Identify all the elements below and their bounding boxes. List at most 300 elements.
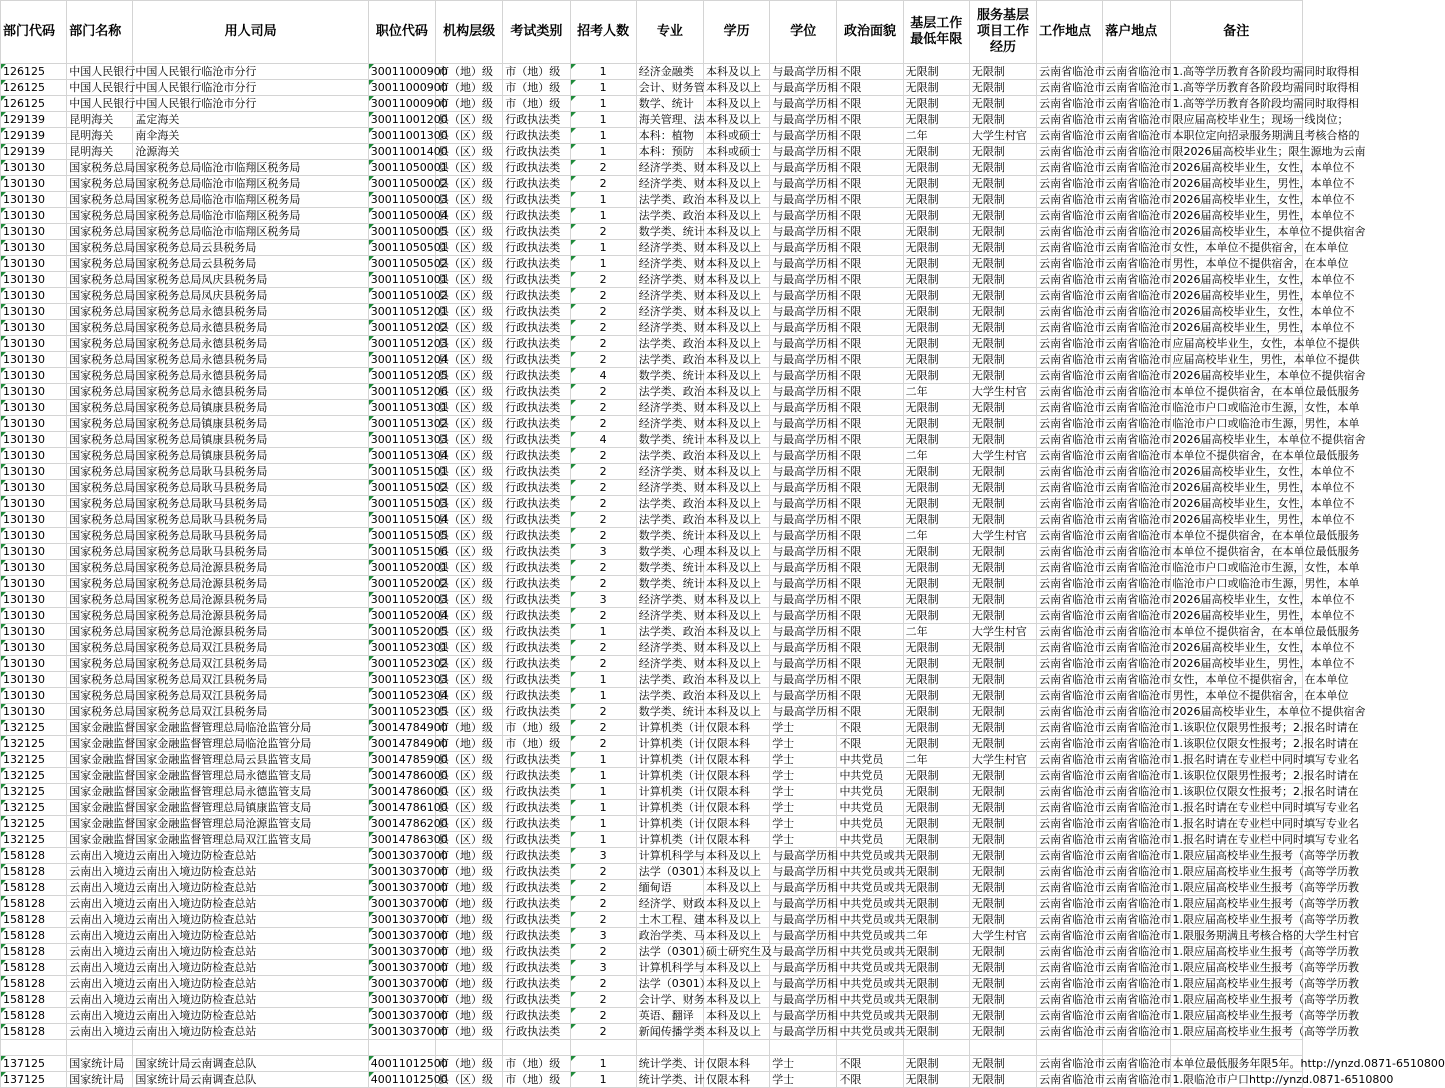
table-cell[interactable]: 与最高学历相 (770, 304, 837, 320)
table-cell[interactable]: 国家税务总局沧源县税务局 (133, 592, 368, 608)
table-cell[interactable]: 县（区）级 (436, 496, 503, 512)
empty-cell[interactable] (837, 1040, 903, 1056)
table-cell[interactable]: 县（区）级 (436, 448, 503, 464)
table-cell[interactable]: 国家税务总局 (67, 512, 133, 528)
table-cell[interactable]: 云南省临沧市 (1103, 720, 1170, 736)
table-cell[interactable]: 不限 (837, 80, 903, 96)
table-cell[interactable]: 130130 (1, 464, 67, 480)
table-cell[interactable]: 国家税务总局耿马县税务局 (133, 528, 368, 544)
table-cell[interactable]: 计算机科学与 (636, 960, 703, 976)
table-cell[interactable]: 不限 (837, 96, 903, 112)
table-cell[interactable]: 仅限本科 (703, 832, 769, 848)
table-cell[interactable]: 本科及以上 (703, 448, 769, 464)
table-cell[interactable]: 国家税务总局 (67, 320, 133, 336)
table-cell[interactable]: 行政执法类 (503, 656, 570, 672)
table-cell[interactable]: 2 (570, 976, 636, 992)
table-cell[interactable]: 无限制 (903, 800, 969, 816)
table-cell[interactable]: 数学类、统计 (636, 432, 703, 448)
table-cell[interactable]: 云南省临沧市 (1103, 560, 1170, 576)
table-cell[interactable]: 国家税务总局耿马县税务局 (133, 512, 368, 528)
table-cell[interactable]: 行政执法类 (503, 512, 570, 528)
table-cell[interactable]: 130130 (1, 176, 67, 192)
table-cell[interactable]: 不限 (837, 144, 903, 160)
table-cell[interactable]: 30014786000 (368, 768, 435, 784)
table-cell[interactable]: 中共党员或共 (837, 992, 903, 1008)
table-cell[interactable]: 国家税务总局 (67, 160, 133, 176)
table-cell[interactable]: 与最高学历相 (770, 656, 837, 672)
table-cell[interactable]: 市（地）级 (503, 1072, 570, 1088)
table-cell[interactable]: 土木工程、建 (636, 912, 703, 928)
table-cell[interactable]: 本科及以上 (703, 576, 769, 592)
table-cell[interactable]: 不限 (837, 192, 903, 208)
table-cell[interactable]: 市（地）级 (503, 1056, 570, 1072)
table-cell[interactable]: 云南省临沧市 (1037, 80, 1103, 96)
table-cell[interactable]: 与最高学历相 (770, 400, 837, 416)
table-cell[interactable]: 经济学类、财 (636, 400, 703, 416)
table-cell[interactable]: 云南省临沧市 (1037, 640, 1103, 656)
table-cell[interactable]: 与最高学历相 (770, 592, 837, 608)
table-cell[interactable]: 云南省临沧市 (1103, 96, 1170, 112)
table-cell[interactable]: 无限制 (969, 304, 1036, 320)
table-cell[interactable]: 经济学类、财 (636, 656, 703, 672)
table-cell[interactable]: 130130 (1, 400, 67, 416)
table-cell[interactable]: 本科及以上 (703, 976, 769, 992)
table-cell[interactable]: 无限制 (903, 640, 969, 656)
table-cell[interactable]: 30011051205 (368, 368, 435, 384)
table-cell[interactable]: 行政执法类 (503, 448, 570, 464)
table-cell[interactable]: 仅限本科 (703, 800, 769, 816)
table-cell[interactable]: 1.报名时请在专业栏中同时填写专业名 (1170, 832, 1302, 848)
table-cell[interactable]: 行政执法类 (503, 896, 570, 912)
table-cell[interactable]: 129139 (1, 144, 67, 160)
table-cell[interactable]: 30011051304 (368, 448, 435, 464)
table-cell[interactable]: 数学类、心理 (636, 544, 703, 560)
table-cell[interactable]: 无限制 (969, 336, 1036, 352)
table-cell[interactable]: 云南省临沧市 (1103, 304, 1170, 320)
table-cell[interactable]: 计算机类（计 (636, 720, 703, 736)
table-cell[interactable]: 2 (570, 288, 636, 304)
table-cell[interactable]: 不限 (837, 448, 903, 464)
column-header[interactable]: 机构层级 (436, 1, 503, 64)
table-cell[interactable]: 云南省临沧市 (1037, 720, 1103, 736)
table-cell[interactable]: 行政执法类 (503, 416, 570, 432)
table-cell[interactable]: 无限制 (903, 784, 969, 800)
table-cell[interactable]: 女性，本单位不提供宿舍，在本单位 (1170, 240, 1302, 256)
table-cell[interactable]: 云南省临沧市 (1103, 496, 1170, 512)
table-cell[interactable]: 县（区）级 (436, 384, 503, 400)
table-cell[interactable]: 本科及以上 (703, 368, 769, 384)
table-cell[interactable]: 国家税务总局 (67, 544, 133, 560)
table-cell[interactable]: 3 (570, 960, 636, 976)
table-cell[interactable]: 2026届高校毕业生，本单位不提供宿舍 (1170, 432, 1302, 448)
table-cell[interactable]: 中共党员或共 (837, 928, 903, 944)
table-cell[interactable]: 无限制 (903, 80, 969, 96)
table-cell[interactable]: 无限制 (903, 1024, 969, 1040)
table-cell[interactable]: 学士 (770, 752, 837, 768)
table-cell[interactable]: 132125 (1, 768, 67, 784)
table-cell[interactable]: 国家金融监督管理总局临沧监管分局 (133, 720, 368, 736)
table-cell[interactable]: 行政执法类 (503, 816, 570, 832)
table-cell[interactable]: 3 (570, 928, 636, 944)
table-cell[interactable]: 云南省临沧市 (1037, 624, 1103, 640)
table-cell[interactable]: 本科及以上 (703, 560, 769, 576)
table-cell[interactable]: 不限 (837, 352, 903, 368)
table-cell[interactable]: 国家税务总局永德县税务局 (133, 336, 368, 352)
table-cell[interactable]: 市（地）级 (436, 1056, 503, 1072)
table-cell[interactable]: 云南省临沧市 (1037, 272, 1103, 288)
table-cell[interactable]: 无限制 (969, 672, 1036, 688)
table-cell[interactable]: 2026届高校毕业生，女性，本单位不 (1170, 272, 1302, 288)
table-cell[interactable]: 无限制 (903, 960, 969, 976)
table-cell[interactable]: 本科及以上 (703, 592, 769, 608)
table-cell[interactable]: 云南省临沧市 (1103, 64, 1170, 80)
table-cell[interactable]: 行政执法类 (503, 496, 570, 512)
table-cell[interactable]: 昆明海关 (67, 128, 133, 144)
table-cell[interactable]: 130130 (1, 288, 67, 304)
column-header[interactable]: 职位代码 (368, 1, 435, 64)
table-cell[interactable]: 云南省临沧市 (1103, 752, 1170, 768)
table-cell[interactable]: 国家税务总局 (67, 576, 133, 592)
table-cell[interactable]: 行政执法类 (503, 400, 570, 416)
table-cell[interactable]: 国家税务总局永德县税务局 (133, 384, 368, 400)
table-cell[interactable]: 云南出入境边 (67, 992, 133, 1008)
table-cell[interactable]: 本科及以上 (703, 496, 769, 512)
table-cell[interactable]: 云南省临沧市 (1037, 672, 1103, 688)
table-cell[interactable]: 本科及以上 (703, 192, 769, 208)
table-cell[interactable]: 行政执法类 (503, 112, 570, 128)
table-cell[interactable]: 2 (570, 160, 636, 176)
table-cell[interactable]: 县（区）级 (436, 160, 503, 176)
table-cell[interactable]: 市（地）级 (436, 880, 503, 896)
table-cell[interactable]: 无限制 (969, 608, 1036, 624)
table-cell[interactable]: 2026届高校毕业生，男性，本单位不 (1170, 288, 1302, 304)
table-cell[interactable]: 无限制 (969, 160, 1036, 176)
table-cell[interactable]: 158128 (1, 992, 67, 1008)
table-cell[interactable]: 2 (570, 640, 636, 656)
table-cell[interactable]: 沧源海关 (133, 144, 368, 160)
table-cell[interactable]: 学士 (770, 784, 837, 800)
table-cell[interactable]: 132125 (1, 720, 67, 736)
table-cell[interactable]: 经济学类、财 (636, 240, 703, 256)
table-cell[interactable]: 2 (570, 944, 636, 960)
table-cell[interactable]: 1 (570, 80, 636, 96)
table-cell[interactable]: 行政执法类 (503, 944, 570, 960)
table-cell[interactable]: 30011000900 (368, 96, 435, 112)
table-cell[interactable]: 130130 (1, 672, 67, 688)
table-cell[interactable]: 仅限本科 (703, 768, 769, 784)
table-cell[interactable]: 市（地）级 (436, 960, 503, 976)
table-cell[interactable]: 与最高学历相 (770, 352, 837, 368)
table-cell[interactable]: 市（地）级 (436, 1024, 503, 1040)
table-cell[interactable]: 2 (570, 320, 636, 336)
table-cell[interactable]: 行政执法类 (503, 128, 570, 144)
table-cell[interactable]: 中共党员或共 (837, 1024, 903, 1040)
table-cell[interactable]: 无限制 (969, 976, 1036, 992)
table-cell[interactable]: 大学生村官 (969, 384, 1036, 400)
table-cell[interactable]: 与最高学历相 (770, 576, 837, 592)
column-header[interactable]: 工作地点 (1037, 1, 1103, 64)
table-cell[interactable]: 云南省临沧市 (1037, 960, 1103, 976)
table-cell[interactable]: 云南省临沧市 (1103, 912, 1170, 928)
table-cell[interactable]: 云南省临沧市 (1103, 896, 1170, 912)
table-cell[interactable]: 1 (570, 672, 636, 688)
table-cell[interactable]: 无限制 (969, 80, 1036, 96)
table-cell[interactable]: 2 (570, 560, 636, 576)
table-cell[interactable]: 云南省临沧市 (1103, 928, 1170, 944)
table-cell[interactable]: 县（区）级 (436, 144, 503, 160)
table-cell[interactable]: 市（地）级 (436, 64, 503, 80)
table-cell[interactable]: 仅限本科 (703, 736, 769, 752)
table-cell[interactable]: 县（区）级 (436, 512, 503, 528)
table-cell[interactable]: 与最高学历相 (770, 880, 837, 896)
table-cell[interactable]: 30011050002 (368, 176, 435, 192)
table-cell[interactable]: 二年 (903, 384, 969, 400)
table-cell[interactable]: 无限制 (969, 1056, 1036, 1072)
table-cell[interactable]: 30011052005 (368, 624, 435, 640)
table-cell[interactable]: 临沧市户口或临沧市生源，女性，本单 (1170, 400, 1302, 416)
table-cell[interactable]: 1.限应届高校毕业生报考（高等学历教 (1170, 992, 1302, 1008)
table-cell[interactable]: 1 (570, 1072, 636, 1088)
table-cell[interactable]: 本科及以上 (703, 272, 769, 288)
table-cell[interactable]: 无限制 (969, 256, 1036, 272)
table-cell[interactable]: 本科及以上 (703, 416, 769, 432)
table-cell[interactable]: 1 (570, 832, 636, 848)
table-cell[interactable]: 本科及以上 (703, 1024, 769, 1040)
table-cell[interactable]: 法学类、政治 (636, 384, 703, 400)
table-cell[interactable]: 国家税务总局 (67, 432, 133, 448)
table-cell[interactable]: 行政执法类 (503, 976, 570, 992)
table-cell[interactable]: 130130 (1, 192, 67, 208)
table-cell[interactable]: 云南省临沧市 (1037, 976, 1103, 992)
table-cell[interactable]: 不限 (837, 112, 903, 128)
table-cell[interactable]: 中共党员 (837, 816, 903, 832)
table-cell[interactable]: 县（区）级 (436, 176, 503, 192)
table-cell[interactable]: 国家税务总局 (67, 528, 133, 544)
table-cell[interactable]: 30011051301 (368, 400, 435, 416)
table-cell[interactable]: 昆明海关 (67, 112, 133, 128)
table-cell[interactable]: 行政执法类 (503, 528, 570, 544)
table-cell[interactable]: 法学类、政治 (636, 496, 703, 512)
table-cell[interactable]: 无限制 (903, 64, 969, 80)
table-cell[interactable]: 统计学类、计 (636, 1056, 703, 1072)
table-cell[interactable]: 中共党员或共 (837, 976, 903, 992)
table-cell[interactable]: 行政执法类 (503, 752, 570, 768)
table-cell[interactable]: 云南省临沧市 (1103, 416, 1170, 432)
table-cell[interactable]: 云南省临沧市 (1103, 432, 1170, 448)
table-cell[interactable]: 130130 (1, 640, 67, 656)
table-cell[interactable]: 无限制 (969, 592, 1036, 608)
table-cell[interactable]: 云南省临沧市 (1037, 992, 1103, 1008)
table-cell[interactable]: 30013037000 (368, 960, 435, 976)
table-cell[interactable]: 行政执法类 (503, 224, 570, 240)
table-cell[interactable]: 云南省临沧市 (1103, 528, 1170, 544)
table-cell[interactable]: 云南省临沧市 (1037, 928, 1103, 944)
table-cell[interactable]: 130130 (1, 448, 67, 464)
table-cell[interactable]: 与最高学历相 (770, 912, 837, 928)
table-cell[interactable]: 158128 (1, 1008, 67, 1024)
table-cell[interactable]: 云南出入境边 (67, 880, 133, 896)
column-header[interactable]: 学位 (770, 1, 837, 64)
table-cell[interactable]: 经济学类、财 (636, 640, 703, 656)
table-cell[interactable]: 30011052303 (368, 672, 435, 688)
table-cell[interactable]: 行政执法类 (503, 608, 570, 624)
table-cell[interactable]: 经济学类、财 (636, 480, 703, 496)
table-cell[interactable]: 126125 (1, 80, 67, 96)
table-cell[interactable]: 无限制 (969, 144, 1036, 160)
table-cell[interactable]: 云南省临沧市 (1103, 208, 1170, 224)
table-cell[interactable]: 云南省临沧市 (1037, 592, 1103, 608)
table-cell[interactable]: 大学生村官 (969, 928, 1036, 944)
table-cell[interactable]: 158128 (1, 1024, 67, 1040)
table-cell[interactable]: 行政执法类 (503, 1024, 570, 1040)
table-cell[interactable]: 市（地）级 (436, 720, 503, 736)
table-cell[interactable]: 行政执法类 (503, 144, 570, 160)
table-cell[interactable]: 行政执法类 (503, 352, 570, 368)
table-cell[interactable]: 2 (570, 384, 636, 400)
table-cell[interactable]: 云南省临沧市 (1037, 896, 1103, 912)
table-cell[interactable]: 1 (570, 784, 636, 800)
table-cell[interactable]: 与最高学历相 (770, 496, 837, 512)
table-cell[interactable]: 不限 (837, 128, 903, 144)
table-cell[interactable]: 158128 (1, 912, 67, 928)
table-cell[interactable]: 30014786000 (368, 784, 435, 800)
table-cell[interactable]: 市（地）级 (436, 80, 503, 96)
table-cell[interactable]: 云南省临沧市 (1103, 112, 1170, 128)
table-cell[interactable]: 不限 (837, 320, 903, 336)
table-cell[interactable]: 中共党员或共 (837, 912, 903, 928)
table-cell[interactable]: 经济学类、财 (636, 608, 703, 624)
table-cell[interactable]: 1.限应届高校毕业生报考（高等学历教 (1170, 864, 1302, 880)
table-cell[interactable]: 30011050001 (368, 160, 435, 176)
table-cell[interactable]: 130130 (1, 560, 67, 576)
table-cell[interactable]: 无限制 (903, 304, 969, 320)
table-cell[interactable]: 云南省临沧市 (1037, 432, 1103, 448)
table-cell[interactable]: 130130 (1, 384, 67, 400)
table-cell[interactable]: 本科及以上 (703, 208, 769, 224)
table-cell[interactable]: 行政执法类 (503, 240, 570, 256)
table-cell[interactable]: 行政执法类 (503, 704, 570, 720)
table-cell[interactable]: 不限 (837, 432, 903, 448)
table-cell[interactable]: 1.限应届高校毕业生报考（高等学历教 (1170, 912, 1302, 928)
table-cell[interactable]: 30011000900 (368, 64, 435, 80)
table-cell[interactable]: 2 (570, 576, 636, 592)
table-cell[interactable]: 2026届高校毕业生，男性，本单位不 (1170, 608, 1302, 624)
table-cell[interactable]: 学士 (770, 1072, 837, 1088)
table-cell[interactable]: 本职位定向招录服务期满且考核合格的 (1170, 128, 1302, 144)
table-cell[interactable]: 国家税务总局耿马县税务局 (133, 496, 368, 512)
table-cell[interactable]: 2 (570, 304, 636, 320)
table-cell[interactable]: 无限制 (903, 320, 969, 336)
table-cell[interactable]: 2 (570, 416, 636, 432)
table-cell[interactable]: 云南省临沧市 (1037, 608, 1103, 624)
table-cell[interactable]: 国家税务总局 (67, 656, 133, 672)
table-cell[interactable]: 本科及以上 (703, 688, 769, 704)
table-cell[interactable]: 30011051202 (368, 320, 435, 336)
table-cell[interactable]: 云南省临沧市 (1103, 592, 1170, 608)
table-cell[interactable]: 130130 (1, 592, 67, 608)
table-cell[interactable]: 仅限本科 (703, 784, 769, 800)
table-cell[interactable]: 云南省临沧市 (1103, 464, 1170, 480)
table-cell[interactable]: 中共党员或共 (837, 864, 903, 880)
table-cell[interactable]: 云南省临沧市 (1103, 848, 1170, 864)
table-cell[interactable]: 云南省临沧市 (1103, 864, 1170, 880)
table-cell[interactable]: 云南省临沧市 (1037, 688, 1103, 704)
table-cell[interactable]: 云南省临沧市 (1037, 544, 1103, 560)
table-cell[interactable]: 国家税务总局 (67, 336, 133, 352)
table-cell[interactable]: 与最高学历相 (770, 992, 837, 1008)
table-cell[interactable]: 行政执法类 (503, 160, 570, 176)
table-cell[interactable]: 法学（0301） (636, 944, 703, 960)
table-cell[interactable]: 云南省临沧市 (1037, 496, 1103, 512)
table-cell[interactable]: 县（区）级 (436, 240, 503, 256)
table-cell[interactable]: 本科及以上 (703, 848, 769, 864)
table-cell[interactable]: 行政执法类 (503, 256, 570, 272)
table-cell[interactable]: 经济学类、财 (636, 160, 703, 176)
table-cell[interactable]: 2 (570, 336, 636, 352)
table-cell[interactable]: 2 (570, 528, 636, 544)
table-cell[interactable]: 3 (570, 544, 636, 560)
table-cell[interactable]: 本科及以上 (703, 160, 769, 176)
table-cell[interactable]: 国家税务总局 (67, 224, 133, 240)
table-cell[interactable]: 县（区）级 (436, 208, 503, 224)
table-cell[interactable]: 学士 (770, 768, 837, 784)
table-cell[interactable]: 无限制 (903, 672, 969, 688)
table-cell[interactable]: 不限 (837, 672, 903, 688)
table-cell[interactable]: 2026届高校毕业生，女性，本单位不 (1170, 192, 1302, 208)
table-cell[interactable]: 无限制 (903, 112, 969, 128)
table-cell[interactable]: 与最高学历相 (770, 560, 837, 576)
table-cell[interactable]: 30011052001 (368, 560, 435, 576)
table-cell[interactable]: 法学类、政治 (636, 624, 703, 640)
table-cell[interactable]: 30013037000 (368, 912, 435, 928)
table-cell[interactable]: 2026届高校毕业生，女性，本单位不 (1170, 464, 1302, 480)
table-cell[interactable]: 国家金融监督管理总局沧源监管支局 (133, 816, 368, 832)
table-cell[interactable]: 中共党员 (837, 832, 903, 848)
table-cell[interactable]: 经济金融类 (636, 64, 703, 80)
table-cell[interactable]: 2026届高校毕业生，男性，本单位不 (1170, 480, 1302, 496)
table-cell[interactable]: 市（地）级 (503, 64, 570, 80)
table-cell[interactable]: 30011052004 (368, 608, 435, 624)
table-cell[interactable]: 无限制 (969, 288, 1036, 304)
table-cell[interactable]: 30011052305 (368, 704, 435, 720)
table-cell[interactable]: 法学（0301） (636, 976, 703, 992)
table-cell[interactable]: 国家税务总局凤庆县税务局 (133, 288, 368, 304)
table-cell[interactable]: 无限制 (903, 240, 969, 256)
table-cell[interactable]: 国家税务总局临沧市临翔区税务局 (133, 176, 368, 192)
table-cell[interactable]: 县（区）级 (436, 544, 503, 560)
table-cell[interactable]: 云南出入境边防检查总站 (133, 880, 368, 896)
table-cell[interactable]: 县（区）级 (436, 304, 503, 320)
table-cell[interactable]: 市（地）级 (503, 720, 570, 736)
table-cell[interactable]: 国家税务总局 (67, 240, 133, 256)
table-cell[interactable]: 与最高学历相 (770, 928, 837, 944)
table-cell[interactable]: 国家金融监督管理总局镇康监管支局 (133, 800, 368, 816)
table-cell[interactable]: 云南省临沧市 (1103, 800, 1170, 816)
table-cell[interactable]: 市（地）级 (436, 992, 503, 1008)
table-cell[interactable]: 云南出入境边 (67, 944, 133, 960)
table-cell[interactable]: 县（区）级 (436, 128, 503, 144)
table-cell[interactable]: 云南省临沧市 (1037, 1056, 1103, 1072)
table-cell[interactable]: 与最高学历相 (770, 960, 837, 976)
table-cell[interactable]: 无限制 (969, 960, 1036, 976)
table-cell[interactable]: 县（区）级 (436, 560, 503, 576)
table-cell[interactable]: 无限制 (903, 896, 969, 912)
table-cell[interactable]: 本科：植物 (636, 128, 703, 144)
table-cell[interactable]: 中国人民银行临沧市分行 (133, 64, 368, 80)
table-cell[interactable]: 国家税务总局 (67, 400, 133, 416)
table-cell[interactable]: 行政执法类 (503, 320, 570, 336)
table-cell[interactable]: 行政执法类 (503, 480, 570, 496)
